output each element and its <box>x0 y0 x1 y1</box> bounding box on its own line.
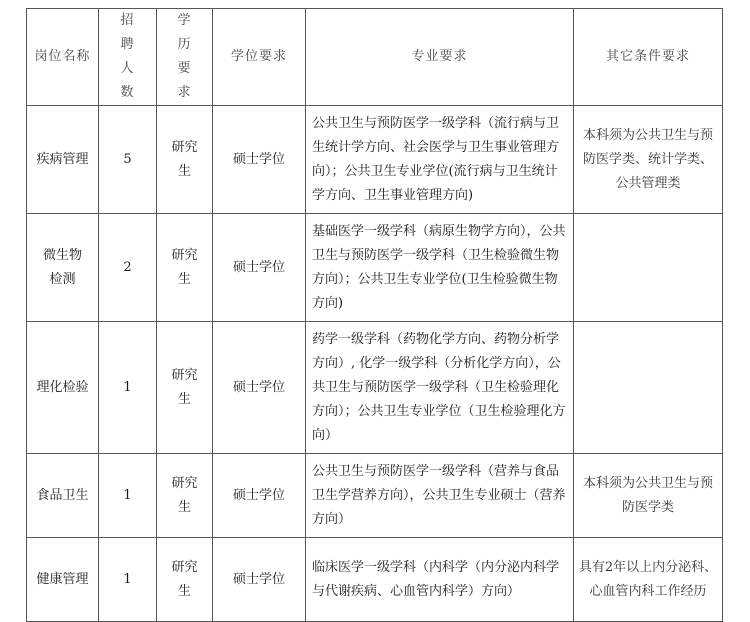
table-row <box>27 454 723 538</box>
cell-major: 基础医学一级学科（病原生物学方向），公共卫生与预防医学一级学科（卫生检验微生物方向）；公共卫生专业学位(卫生检验微生物方向) <box>306 214 574 322</box>
cell-education: 研究生 <box>157 214 213 322</box>
header-major: 专业要求 <box>306 9 574 106</box>
table-row <box>27 322 723 454</box>
cell-degree: 硕士学位 <box>213 106 306 214</box>
cell-position: 健康管理 <box>27 538 99 622</box>
cell-education: 研究生 <box>157 454 213 538</box>
cell-other: 本科须为公共卫生与预防医学类 <box>574 454 723 538</box>
cell-count: 2 <box>99 214 157 322</box>
recruitment-table <box>26 8 723 622</box>
cell-major: 临床医学一级学科（内科学（内分泌内科学与代谢疾病、心血管内科学）方向） <box>306 538 574 622</box>
cell-other: 本科须为公共卫生与预防医学类、统计学类、公共管理类 <box>574 106 723 214</box>
cell-major: 公共卫生与预防医学一级学科（流行病与卫生统计学方向、社会医学与卫生事业管理方向）；公共卫生专业学位(流行病与卫生统计学方向、卫生事业管理方向) <box>306 106 574 214</box>
header-education: 学历要求 <box>157 9 213 106</box>
cell-count: 1 <box>99 322 157 454</box>
header-position: 岗位名称 <box>27 9 99 106</box>
cell-other: 具有2年以上内分泌科、心血管内科工作经历 <box>574 538 723 622</box>
table-row <box>27 106 723 214</box>
cell-major: 药学一级学科（药物化学方向、药物分析学方向）, 化学一级学科（分析化学方向），公共卫生与预防医学一级学科（卫生检验理化方向）；公共卫生专业学位（卫生检验理化方向） <box>306 322 574 454</box>
cell-position: 理化检验 <box>27 322 99 454</box>
cell-education: 研究生 <box>157 538 213 622</box>
cell-count: 1 <box>99 538 157 622</box>
table-row <box>27 538 723 622</box>
cell-other <box>574 322 723 454</box>
cell-education: 研究生 <box>157 322 213 454</box>
cell-education: 研究生 <box>157 106 213 214</box>
header-degree: 学位要求 <box>213 9 306 106</box>
header-other: 其它条件要求 <box>574 9 723 106</box>
cell-degree: 硕士学位 <box>213 538 306 622</box>
table-row <box>27 214 723 322</box>
cell-degree: 硕士学位 <box>213 454 306 538</box>
cell-count: 1 <box>99 454 157 538</box>
cell-degree: 硕士学位 <box>213 214 306 322</box>
cell-degree: 硕士学位 <box>213 322 306 454</box>
cell-count: 5 <box>99 106 157 214</box>
cell-other <box>574 214 723 322</box>
header-count: 招聘人数 <box>99 9 157 106</box>
cell-major: 公共卫生与预防医学一级学科（营养与食品卫生学营养方向），公共卫生专业硕士（营养方向） <box>306 454 574 538</box>
header-row <box>27 9 723 106</box>
cell-position: 微生物检测 <box>27 214 99 322</box>
cell-position: 食品卫生 <box>27 454 99 538</box>
cell-position: 疾病管理 <box>27 106 99 214</box>
